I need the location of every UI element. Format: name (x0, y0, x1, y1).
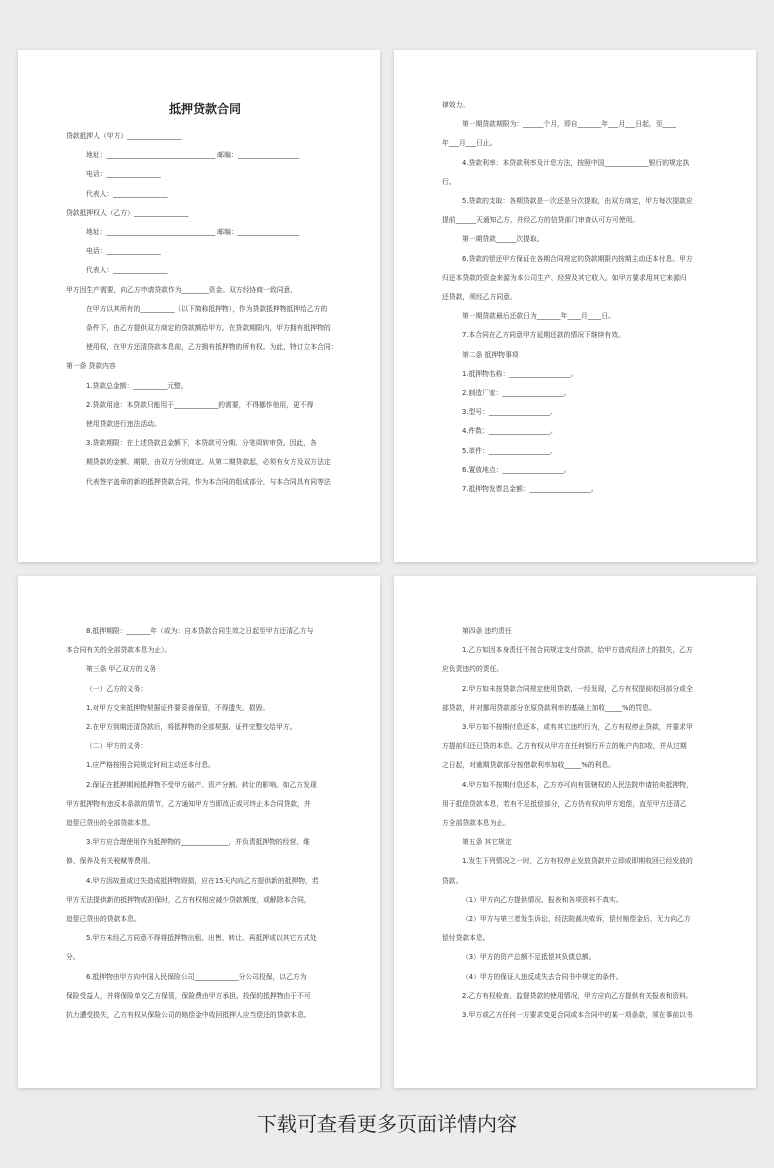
page-3-text (66, 622, 344, 1025)
text-line: 3.贷款期限：在上述贷款总金额下，本贷款可分期、分笔周转审贷。因此，各 (86, 439, 317, 448)
text-line: 分。 (66, 953, 80, 962)
text-line: 2.保证在抵押期间抵押物不受甲方破产、资产分割、转让的影响。如乙方发现 (86, 780, 317, 789)
text-line: （4）甲方的保证人违反或失去合同书中规定的条件。 (462, 972, 623, 981)
text-line: 3.甲方应合理使用作为抵押物的______________，并负责抵押物的经营、维 (86, 838, 310, 847)
text-line: 第二条 抵押物事项 (462, 350, 519, 359)
text-line: 1.乙方如因本身责任不按合同规定支付贷款，给甲方造成经济上的损失，乙方 (462, 646, 693, 655)
text-line: 6.贷款的偿还甲方保证在各期合同规定的贷款期限内按期主动还本付息。甲方 (462, 254, 693, 263)
text-line: 5.甲方未经乙方同意不得将抵押物出租、出售、转让、再抵押或以其它方式处 (86, 934, 317, 943)
page-1-text (66, 127, 344, 492)
text-line: 4.甲方如不按期付息还本，乙方亦可向有管辖权的人民法院申请拍卖抵押物， (462, 780, 693, 789)
document-page-4 (394, 576, 756, 1088)
download-more-footer: 下载可查看更多页面详情内容 (257, 1112, 517, 1136)
text-line: 电话：________________ (86, 170, 161, 179)
text-line: 提前______天通知乙方，并经乙方的信贷部门审查认可方可使用。 (442, 216, 640, 225)
text-line: 5.单件：__________________。 (462, 446, 557, 455)
page-2-text (442, 96, 720, 499)
text-line: 3.甲方或乙方任何一方要求变更合同或本合同中的某一项条款，须在事前以书 (462, 1011, 693, 1020)
text-line: 2.制造厂家：__________________。 (462, 389, 571, 398)
text-line: 第一期贷款最后还款日为_______年____月____日。 (462, 312, 615, 321)
text-line: 2.贷款用途：本贷款只能用于_____________的需要，不得挪作他用，更不得 (86, 400, 314, 409)
text-line: 甲方无法提供新的抵押物或担保时，乙方有权相应减少贷款额度，或解除本合同， (66, 895, 311, 904)
text-line: 在甲方以其所有的__________（以下简称抵押物），作为贷款抵押物抵押给乙方的 (86, 304, 328, 313)
text-line: （3）甲方的资产总额不足抵偿其负债总额。 (462, 953, 596, 962)
page-4-text (442, 622, 720, 1025)
text-line: （二）甲方的义务： (86, 742, 148, 751)
text-line: 代表人：________________ (86, 266, 168, 275)
text-line: 第三条 甲乙双方的义务 (86, 665, 157, 674)
text-line: 2.在甲方到期还清贷款后，将抵押物的全部契据、证件完整交给甲方。 (86, 723, 297, 732)
document-page-1 (18, 50, 380, 562)
text-line: 1.应严格按照合同规定时间主动还本付息。 (86, 761, 215, 770)
text-line: 7.抵押物发票总金额：__________________。 (462, 485, 598, 494)
text-line: 期贷款的金额、期限，由双方分别商定。从第二期贷款起，必须有女方及双方法定 (86, 458, 331, 467)
text-line: 4.件数：__________________。 (462, 427, 557, 436)
text-line: 方全部贷款本息为止。 (442, 819, 510, 828)
text-line: 方提前归还已贷的本息。乙方有权从甲方在任何银行开立的帐户内扣收，并从过期 (442, 742, 687, 751)
text-line: 1.贷款总金额：__________元整。 (86, 381, 188, 390)
text-line: 2.乙方有权检查、监督贷款的使用情况，甲方应向乙方提供有关报表和资料。 (462, 991, 693, 1000)
text-line: 偿付贷款本息。 (442, 934, 490, 943)
text-line: 代表人：________________ (86, 189, 168, 198)
text-line: 甲方抵押物有违反本条款的情节，乙方通知甲方当即改正或可终止本合同贷款，并 (66, 799, 311, 808)
text-line: 用于抵偿贷款本息，若有不足抵偿部分，乙方仍有权向甲方追偿，直至甲方还清乙 (442, 799, 687, 808)
document-page-2 (394, 50, 756, 562)
text-line: 保险受益人，并将保险单交乙方保管，保险费由甲方承担。投保的抵押物由于不可 (66, 991, 311, 1000)
text-line: 贷款。 (442, 876, 463, 885)
text-line: （一）乙方的义务： (86, 684, 148, 693)
text-line: 条件下，由乙方提供双方商定的贷款额给甲方。在贷款期限内，甲方拥有抵押物的 (86, 324, 331, 333)
text-line: 行。 (442, 177, 456, 186)
text-line: 律效力。 (442, 101, 470, 109)
text-line: 年___月___日止。 (442, 139, 497, 148)
text-line: 使用权，在甲方还清贷款本息前，乙方拥有抵押物的所有权。为此，特订立本合同： (86, 343, 338, 352)
text-line: 抗力遭受损失，乙方有权从保险公司的赔偿金中收回抵押人应当偿还的贷款本息。 (66, 1011, 311, 1020)
text-line: 地址：________________________________ 邮编：__________________ (86, 151, 299, 160)
text-line: 电话：________________ (86, 247, 161, 256)
text-line: 3.型号：__________________。 (462, 408, 557, 417)
text-line: 使用贷款进行违法活动。 (86, 420, 161, 429)
text-line: 修、保养及有关税赋等费用。 (66, 857, 155, 866)
text-line: 地址：________________________________ 邮编：__________________ (86, 228, 299, 237)
text-line: （2）甲方与第三者发生诉讼，经法院裁决败诉，偿付赔偿金后，无力向乙方 (462, 915, 691, 924)
text-line: 第五条 其它规定 (462, 838, 512, 847)
text-line: 应负责违约的责任。 (442, 665, 504, 674)
text-line: 1.抵押物名称：__________________。 (462, 369, 578, 378)
text-line: 6.抵押物由甲方向中国人民保险公司_____________分公司投保，以乙方为 (86, 972, 307, 981)
text-line: 1.发生下列情况之一时，乙方有权停止发放贷款并立即或即期收回已经发放的 (462, 857, 693, 866)
text-line: 2.甲方如未按贷款合同规定使用贷款，一经发现，乙方有权提前收回部分或全 (462, 684, 693, 693)
text-line: 第四条 违约责任 (462, 627, 512, 635)
text-line: 第一条 贷款内容 (66, 362, 116, 371)
text-line: 部贷款，并对挪用贷款部分在原贷款利率的基础上加收_____%的罚息。 (442, 703, 656, 712)
text-line: 还贷款，须经乙方同意。 (442, 293, 517, 302)
text-line: 第一期贷款期限为：______个月，即自_______年___月___日起，至____ (462, 120, 677, 129)
text-line: 代表签字盖章的新的抵押贷款合同，作为本合同的组成部分，与本合同具有同等法 (86, 477, 331, 486)
document-title: 抵押贷款合同 (168, 102, 241, 116)
text-line: 4.贷款利率：本贷款利率及计息方法，按照中国_____________银行的规定执 (462, 158, 690, 167)
text-line: 4.甲方因故意或过失造成抵押物毁损，应在15天内向乙方提供新的抵押物，若 (86, 876, 319, 885)
text-line: 贷款抵押人（甲方）________________ (66, 132, 182, 140)
text-line: 8.抵押期限：_______年（或为：自本贷款合同生效之日起至甲方还清乙方与 (86, 627, 314, 635)
text-line: （1）甲方向乙方提供情况、报表和各项资料不真实。 (462, 895, 623, 904)
text-line: 甲方因生产需要，向乙方申请贷款作为________资金。双方经协商一致同意， (66, 285, 298, 294)
document-page-3 (18, 576, 380, 1088)
text-line: 本合同有关的全部贷款本息为止）。 (66, 646, 172, 655)
text-line: 追偿已贷出的贷款本息。 (66, 915, 141, 924)
text-line: 之日起，对逾期贷款部分按借款利率加收_____%的利息。 (442, 761, 615, 770)
text-line: 5.贷款的支取：各期贷款是一次还是分次提取，由双方商定，甲方每次提款应 (462, 197, 693, 206)
text-line: 1.对甲方交来抵押物契据证件要妥善保管，不得遗失、损毁。 (86, 703, 270, 712)
text-line: 追偿已贷出的全部贷款本息。 (66, 819, 155, 828)
text-line: 贷款抵押权人（乙方）________________ (66, 208, 189, 217)
text-line: 第一期贷款______次提取。 (462, 235, 544, 244)
text-line: 7.本合同在乙方同意甲方延期还款的情况下继续有效。 (462, 331, 625, 340)
text-line: 归还本贷款的资金来源为本公司生产、经营及其它收入。如甲方要求用其它来源归 (442, 273, 687, 282)
text-line: 3.甲方如不按期付息还本，或有其它违约行为，乙方有权停止贷款，并要求甲 (462, 723, 693, 732)
text-line: 6.置放地点：__________________。 (462, 465, 571, 474)
